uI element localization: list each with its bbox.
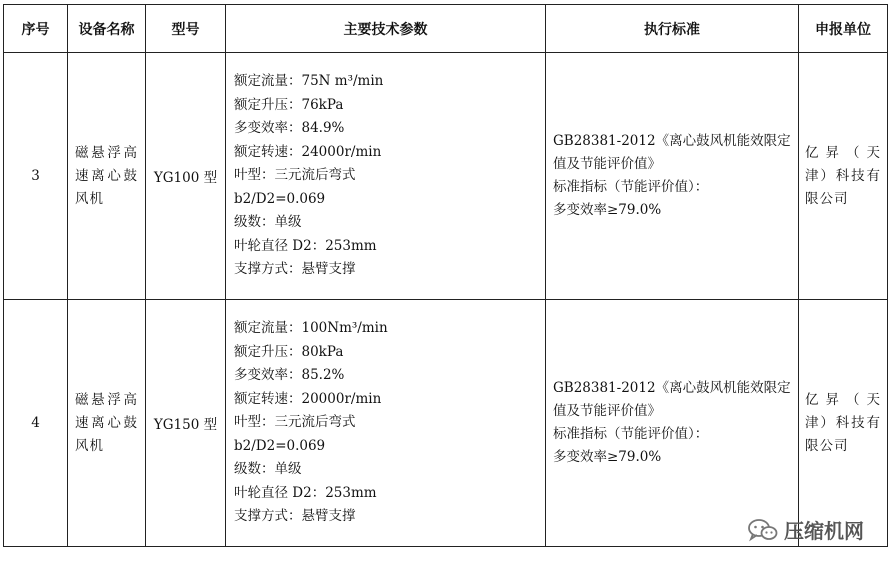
- table-header-row: [4, 5, 888, 53]
- param-line: 多变效率：85.2%: [234, 367, 345, 384]
- param-line: 支撑方式：悬臂支撑: [234, 261, 356, 278]
- watermark: [748, 515, 864, 544]
- param-line: 额定转速：20000r/min: [234, 390, 382, 407]
- cell-model: YG150 型: [146, 300, 226, 547]
- param-line: 级数：单级: [234, 461, 302, 478]
- cell-model: YG100 型: [146, 53, 226, 300]
- standard-indicator: 标准指标（节能评价值）：: [553, 179, 709, 195]
- param-line: 额定流量：100Nm³/min: [234, 320, 388, 337]
- param-line: 额定流量：75N m³/min: [234, 73, 384, 90]
- standard-indicator: 标准指标（节能评价值）：: [553, 426, 709, 442]
- standard-value: 多变效率≥79.0%: [553, 449, 662, 465]
- table-row: [4, 53, 888, 300]
- param-line: b2/D2=0.069: [234, 190, 326, 207]
- standard-title: GB28381-2012《离心鼓风机能效限定值及节能评价值》: [553, 380, 791, 419]
- table-row: [4, 300, 888, 547]
- header-name: 设备名称: [68, 5, 146, 53]
- param-line: 支撑方式：悬臂支撑: [234, 508, 356, 525]
- standard-title: GB28381-2012《离心鼓风机能效限定值及节能评价值》: [553, 133, 791, 172]
- header-params: 主要技术参数: [226, 5, 546, 53]
- cell-standard: [546, 300, 799, 547]
- param-line: b2/D2=0.069: [234, 437, 326, 454]
- param-line: 叶型：三元流后弯式: [234, 167, 356, 184]
- param-line: 级数：单级: [234, 214, 302, 231]
- cell-unit: 亿昇（天津）科技有限公司: [799, 300, 888, 547]
- header-no: 序号: [4, 5, 68, 53]
- param-line: 额定升压：80kPa: [234, 343, 344, 360]
- param-line: 叶轮直径 D2：253mm: [234, 484, 377, 501]
- cell-no: 4: [4, 300, 68, 547]
- cell-name: 磁悬浮高速离心鼓风机: [68, 300, 146, 547]
- param-line: 多变效率：84.9%: [234, 120, 345, 137]
- param-line: 额定升压：76kPa: [234, 96, 344, 113]
- wechat-icon: [748, 518, 778, 542]
- header-unit: 申报单位: [799, 5, 888, 53]
- cell-params: [226, 300, 546, 547]
- param-line: 叶型：三元流后弯式: [234, 414, 356, 431]
- equipment-table: [3, 4, 888, 547]
- cell-params: [226, 53, 546, 300]
- header-standard: 执行标准: [546, 5, 799, 53]
- param-line: 叶轮直径 D2：253mm: [234, 237, 377, 254]
- watermark-text: 压缩机网: [784, 519, 864, 543]
- cell-standard: [546, 53, 799, 300]
- cell-unit: 亿昇（天津）科技有限公司: [799, 53, 888, 300]
- cell-name: 磁悬浮高速离心鼓风机: [68, 53, 146, 300]
- param-line: 额定转速：24000r/min: [234, 143, 382, 160]
- standard-value: 多变效率≥79.0%: [553, 202, 662, 218]
- header-model: 型号: [146, 5, 226, 53]
- cell-no: 3: [4, 53, 68, 300]
